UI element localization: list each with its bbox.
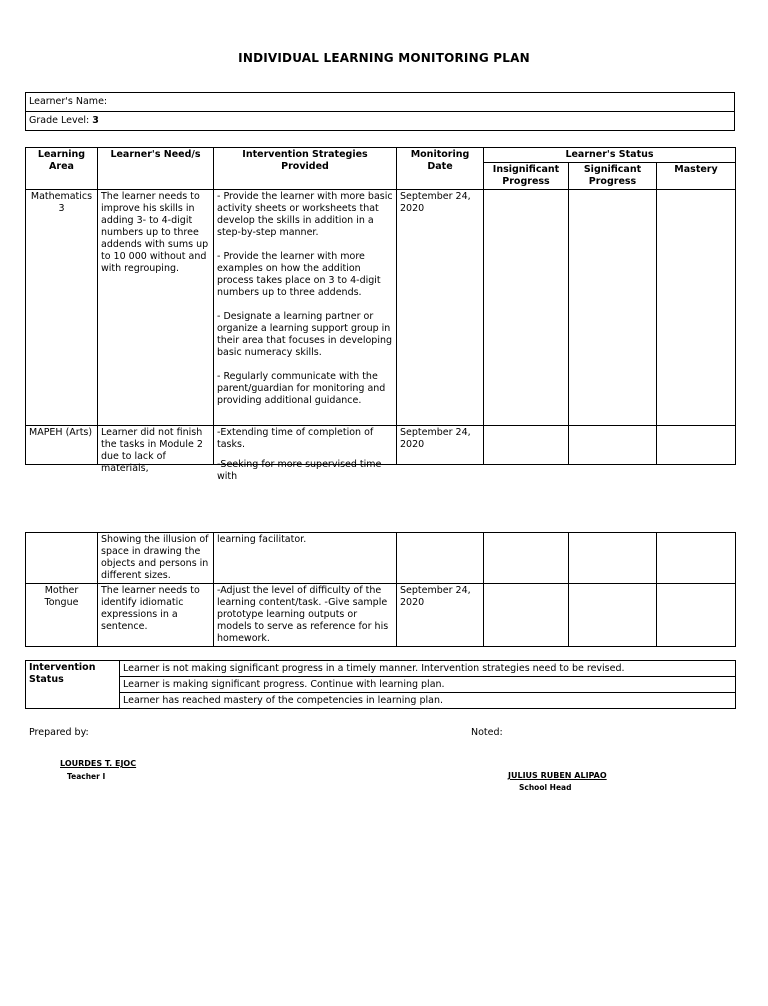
insignificant-cell (484, 533, 569, 584)
monitoring-date-cell: September 24, 2020 (397, 190, 484, 426)
strategy-item: - Provide the learner with more basic activity sheets or worksheets that develop the skills in addition in a step-by-step manner. (217, 191, 393, 238)
preparer-name: LOURDES T. EJOC (60, 759, 137, 768)
strategy-item: -Seeking for more supervised time with (217, 459, 382, 482)
document-title: INDIVIDUAL LEARNING MONITORING PLAN (238, 51, 530, 65)
strategy-item: - Regularly communicate with the parent/guardian for monitoring and providing additional guidance. (217, 371, 386, 406)
prepared-by-label: Prepared by: (29, 727, 89, 738)
grade-level-cell (26, 112, 735, 131)
learning-area-cell (26, 533, 98, 584)
needs-cell: Showing the illusion of space in drawing the objects and persons in different sizes. (98, 533, 214, 584)
header-needs: Learner's Need/s (98, 148, 214, 190)
needs-cell (98, 426, 214, 474)
strategy-item: - Provide the learner with more examples on how the addition process takes place on 3 to 4-digit numbers up to three addends. (217, 251, 381, 298)
status-item: Learner is making significant progress. Continue with learning plan. (120, 677, 736, 693)
status-row (26, 677, 736, 693)
status-row (26, 661, 736, 677)
strategies-cell (214, 426, 397, 482)
mastery-cell (657, 584, 736, 647)
significant-cell (569, 426, 657, 465)
monitoring-date-text: September 24, 2020 (400, 427, 471, 450)
intervention-status-table (25, 660, 736, 709)
header-mastery: Mastery (657, 163, 736, 190)
noted-label: Noted: (471, 727, 503, 738)
header-learning-area: Learning Area (26, 148, 98, 190)
learner-info-table (25, 92, 735, 131)
needs-text: Learner did not finish the tasks in Module 2 due to lack of materials, (101, 427, 203, 474)
insignificant-cell (484, 426, 569, 465)
status-row (26, 693, 736, 709)
mastery-cell (657, 533, 736, 584)
strategy-item: -Extending time of completion of tasks. (217, 427, 374, 450)
learning-area-text: MAPEH (Arts) (29, 427, 93, 438)
significant-cell (569, 190, 657, 426)
status-item: Learner is not making significant progress in a timely manner. Intervention strategies need to be revised. (120, 661, 736, 677)
learning-area-cell: Mother Tongue (26, 584, 98, 647)
significant-cell (569, 533, 657, 584)
header-strategies: Intervention Strategies Provided (214, 148, 397, 190)
learner-name-label: Learner's Name: (29, 96, 108, 107)
header-row (26, 148, 736, 163)
grade-level-value: 3 (92, 115, 99, 126)
monitoring-table (25, 147, 736, 482)
learning-area-cell (26, 426, 98, 465)
header-insignificant: Insignificant Progress (484, 163, 569, 190)
grade-level-label: Grade Level: (29, 115, 90, 126)
insignificant-cell (484, 584, 569, 647)
mastery-cell (657, 190, 736, 426)
table-row (26, 584, 736, 647)
mastery-cell (657, 426, 736, 465)
school-head-name: JULIUS RUBEN ALIPAO (508, 771, 607, 780)
header-learners-status: Learner's Status (484, 148, 736, 163)
monitoring-date-cell (397, 533, 484, 584)
preparer-role: Teacher I (67, 772, 106, 781)
monitoring-date-cell: September 24, 2020 (397, 584, 484, 647)
insignificant-cell (484, 190, 569, 426)
grade-level-row (26, 112, 735, 131)
strategies-cell: learning facilitator. (214, 533, 397, 584)
significant-cell (569, 584, 657, 647)
monitoring-table-continued (25, 532, 736, 647)
table-row (26, 533, 736, 584)
learning-area-cell: Mathematics 3 (26, 190, 98, 426)
learner-name-cell (26, 93, 735, 112)
header-monitoring-date: Monitoring Date (397, 148, 484, 190)
learner-name-row (26, 93, 735, 112)
table-row (26, 426, 736, 465)
header-significant: Significant Progress (569, 163, 657, 190)
intervention-status-label: Intervention Status (26, 661, 120, 709)
strategy-item: - Designate a learning partner or organize a learning support group in their area that focuses in developing basic numeracy skills. (217, 311, 393, 358)
school-head-role: School Head (519, 783, 572, 792)
needs-cell: The learner needs to improve his skills in adding 3- to 4-digit numbers up to three addends with sums up to 10 000 without and with regrouping. (98, 190, 214, 426)
strategies-cell: -Adjust the level of difficulty of the learning content/task. -Give sample prototype learning outputs or models to serve as reference for his homework. (214, 584, 397, 647)
table-row (26, 190, 736, 426)
strategies-cell (214, 190, 397, 426)
status-item: Learner has reached mastery of the competencies in learning plan. (120, 693, 736, 709)
needs-cell: The learner needs to identify idiomatic expressions in a sentence. (98, 584, 214, 647)
monitoring-date-cell (397, 426, 484, 465)
